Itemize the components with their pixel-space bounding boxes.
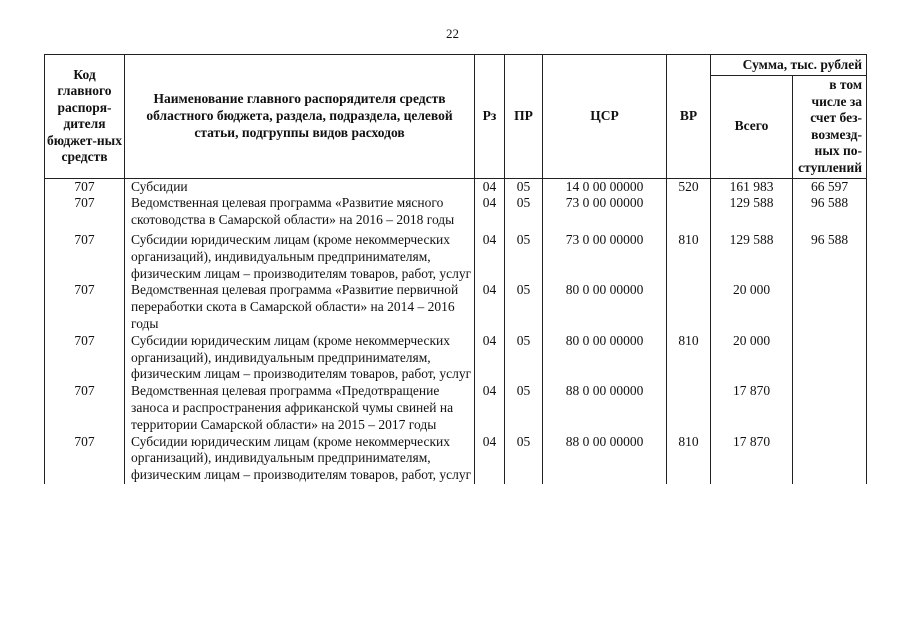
cell-subsidy: 66 597	[793, 178, 867, 195]
cell-vr: 520	[667, 178, 711, 195]
header-total: Всего	[711, 76, 793, 179]
budget-table	[44, 54, 867, 484]
cell-pr: 05	[505, 178, 543, 195]
cell-code: 707	[45, 282, 125, 332]
cell-name: Ведомственная целевая программа «Развитие мясного скотоводства в Самарской области» на 2016 – 2018 годы	[125, 195, 475, 229]
table-row	[45, 383, 867, 433]
cell-vr: 810	[667, 434, 711, 484]
cell-total: 17 870	[711, 383, 793, 433]
header-vr: ВР	[667, 55, 711, 179]
cell-total: 20 000	[711, 333, 793, 383]
cell-code: 707	[45, 333, 125, 383]
cell-pr: 05	[505, 195, 543, 229]
cell-name: Ведомственная целевая программа «Предотвращение заноса и распространения африканской чумы свиней на территории Самарской области» на 2015 – 2017 годы	[125, 383, 475, 433]
cell-rz: 04	[475, 232, 505, 282]
cell-csr: 80 0 00 00000	[543, 282, 667, 332]
header-csr: ЦСР	[543, 55, 667, 179]
cell-rz: 04	[475, 333, 505, 383]
cell-csr: 73 0 00 00000	[543, 232, 667, 282]
cell-csr: 88 0 00 00000	[543, 434, 667, 484]
cell-subsidy: 96 588	[793, 232, 867, 282]
cell-csr: 14 0 00 00000	[543, 178, 667, 195]
cell-pr: 05	[505, 383, 543, 433]
cell-total: 20 000	[711, 282, 793, 332]
cell-vr	[667, 383, 711, 433]
cell-pr: 05	[505, 232, 543, 282]
cell-name: Субсидии юридическим лицам (кроме некоммерческих организаций), индивидуальным предпринимателям, физическим лицам – производителям товаров, работ, услуг	[125, 333, 475, 383]
cell-rz: 04	[475, 434, 505, 484]
cell-pr: 05	[505, 333, 543, 383]
cell-rz: 04	[475, 383, 505, 433]
header-subsidy: в том числе за счет без-возмезд-ных по-ступлений	[793, 76, 867, 179]
cell-code: 707	[45, 232, 125, 282]
cell-subsidy	[793, 282, 867, 332]
header-name: Наименование главного распорядителя средств областного бюджета, раздела, подраздела, целевой статьи, подгруппы видов расходов	[125, 55, 475, 179]
header-code: Код главного распоря-дителя бюджет-ных средств	[45, 55, 125, 179]
cell-name: Субсидии юридическим лицам (кроме некоммерческих организаций), индивидуальным предпринимателям, физическим лицам – производителям товаров, работ, услуг	[125, 232, 475, 282]
cell-csr: 80 0 00 00000	[543, 333, 667, 383]
cell-name: Субсидии юридическим лицам (кроме некоммерческих организаций), индивидуальным предпринимателям, физическим лицам – производителям товаров, работ, услуг	[125, 434, 475, 484]
header-sum: Сумма, тыс. рублей	[711, 55, 867, 76]
cell-subsidy	[793, 383, 867, 433]
header-pr: ПР	[505, 55, 543, 179]
table-row	[45, 333, 867, 383]
cell-total: 17 870	[711, 434, 793, 484]
cell-rz: 04	[475, 195, 505, 229]
table-row	[45, 195, 867, 229]
table-row	[45, 178, 867, 195]
cell-total: 161 983	[711, 178, 793, 195]
cell-pr: 05	[505, 434, 543, 484]
cell-csr: 88 0 00 00000	[543, 383, 667, 433]
table-row	[45, 434, 867, 484]
cell-subsidy	[793, 434, 867, 484]
cell-name: Ведомственная целевая программа «Развитие первичной переработки скота в Самарской области» на 2014 – 2016 годы	[125, 282, 475, 332]
header-rz: Рз	[475, 55, 505, 179]
cell-vr	[667, 195, 711, 229]
cell-rz: 04	[475, 178, 505, 195]
cell-rz: 04	[475, 282, 505, 332]
table-row	[45, 282, 867, 332]
cell-code: 707	[45, 195, 125, 229]
cell-name: Субсидии	[125, 178, 475, 195]
cell-total: 129 588	[711, 232, 793, 282]
cell-subsidy	[793, 333, 867, 383]
table-header	[45, 55, 867, 179]
cell-vr	[667, 282, 711, 332]
table-body	[45, 178, 867, 484]
cell-code: 707	[45, 383, 125, 433]
cell-vr: 810	[667, 232, 711, 282]
cell-pr: 05	[505, 282, 543, 332]
table-row	[45, 232, 867, 282]
cell-vr: 810	[667, 333, 711, 383]
page-number: 22	[446, 26, 459, 41]
cell-code: 707	[45, 434, 125, 484]
cell-total: 129 588	[711, 195, 793, 229]
cell-subsidy: 96 588	[793, 195, 867, 229]
cell-code: 707	[45, 178, 125, 195]
cell-csr: 73 0 00 00000	[543, 195, 667, 229]
